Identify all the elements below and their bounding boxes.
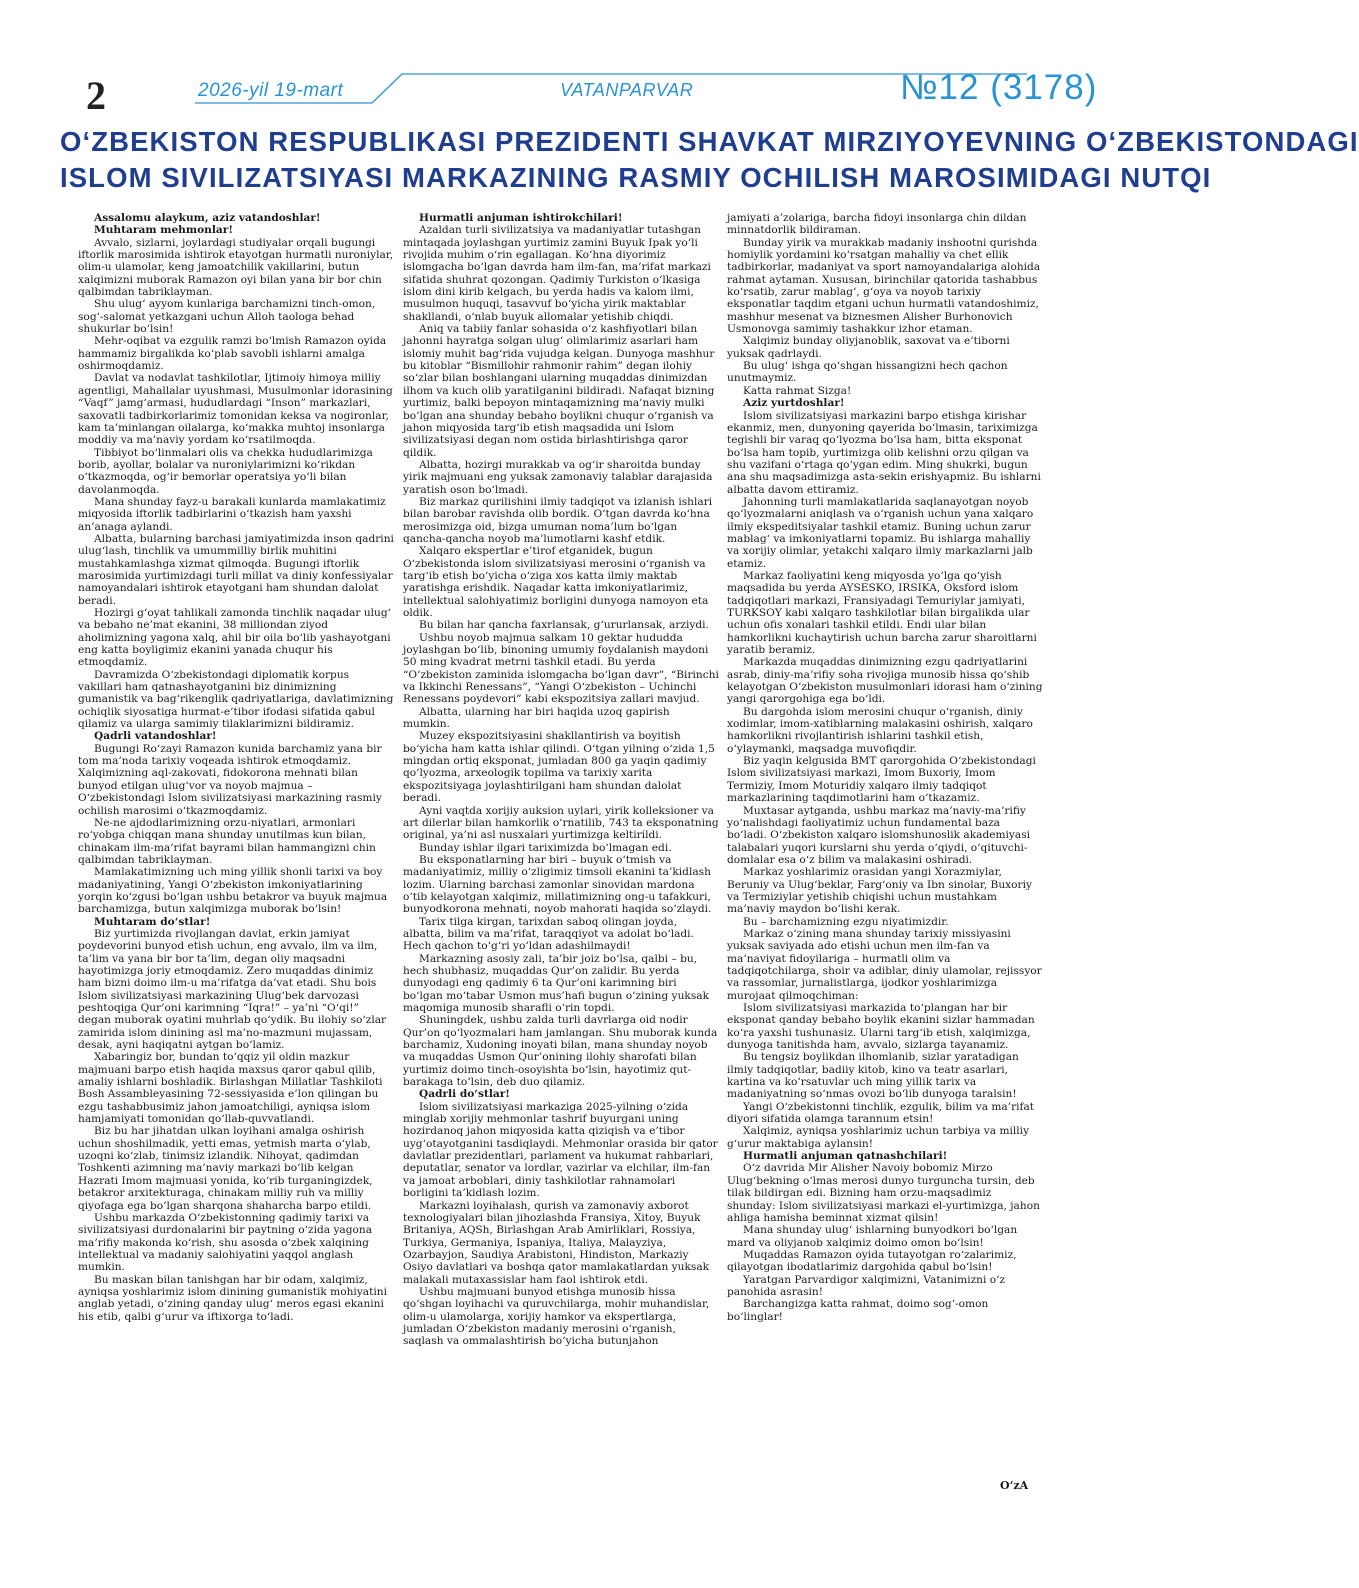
paragraph: Azaldan turli sivilizatsiya va madaniyatlar tutashgan mintaqada joylashgan yurtimiz zamini Buyuk Ipak yo‘li rivojida muhim o‘rin egallagan. Ko‘hna diyorimiz islomgacha bo‘lgan davrda ham ilm-fan, ma’rifat markazi sifatida shuhrat qozongan. Qadimiy Turkiston o‘lkasiga islom dini kirib kelgach, bu yerda hadis va kalom ilmi, musulmon huquqi, tasavvuf bo‘yicha yirik maktablar shakllandi, o‘nlab buyuk allomalar yetishib chiqdi.	[403, 224, 711, 323]
paragraph: Shuningdek, ushbu zalda turli davrlarga oid nodir Qur’on qo‘lyozmalari ham jamlangan. Shu muborak kunda barchamiz, Xudoning inoyati bilan, mana shunday noyob va muqaddas Usmon Qur’onining ilohiy sharofati bilan yurtimiz doimo tinch-osoyishta bo‘lsin, hayotimiz qut-barakaga to‘lsin, deb duo qilamiz.	[403, 1014, 718, 1089]
paragraph: Bu bilan har qancha faxrlansak, g‘ururlansak, arziydi.	[419, 619, 709, 632]
paragraph: Tibbiyot bo‘linmalari olis va chekka hududlarimizga borib, ayollar, bolalar va nuroniylarimizni ko‘rikdan o‘tkazmoqda, og‘ir bemorlar operatsiya yo‘li bilan davolanmoqda.	[78, 446, 373, 496]
paragraph: Ayni vaqtda xorijiy auksion uylari, yirik kolleksioner va art dilerlar bilan hamkorlik o‘rnatilib, 743 ta eksponatning original, ya’ni asl nusxalari yurtimizga keltirildi.	[403, 804, 719, 842]
paragraph: Tarix tilga kirgan, tarixdan saboq olingan joyda, albatta, bilim va ma’rifat, taraqqiyot va adolat bo‘ladi. Hech qachon to‘g‘ri yo‘ldan adashilmaydi!	[403, 915, 694, 953]
page-number: 2	[86, 73, 106, 118]
paragraph: Markazda muqaddas dinimizning ezgu qadriyatlarini asrab, diniy-ma’rifiy soha rivojiga munosib hissa qo‘shib kelayotgan O‘zbekiston musulmonlari idorasi ham o‘zining yangi qarorgohiga ega bo‘ldi.	[727, 656, 1043, 706]
paragraph: jamiyati a’zolariga, barcha fidoyi insonlarga chin dildan minnatdorlik bildiraman.	[727, 212, 1027, 237]
section-heading: Aziz yurtdoshlar!	[743, 397, 845, 410]
paragraph: Biz yaqin kelgusida BMT qarorgohida O‘zbekistondagi Islom sivilizatsiyasi markazi, Imom Buxoriy, Imom Termiziy, Imom Moturidiy xalqaro ilmiy tadqiqot markazlarining taqdimotlarini ham o‘tkazamiz.	[727, 755, 1036, 805]
paragraph: Bu eksponatlarning har biri – buyuk o‘tmish va madaniyatimiz, milliy o‘zligimiz timsoli ekanini ta’kidlash lozim. Ularning barchasi zamonlar sinovidan mardona o‘tib kelayotgan xalqimiz, millatimizning ong-u tafakkuri, bunyodkorona mehnati, noyob mahorati haqida so‘zlaydi.	[403, 853, 712, 916]
paragraph: Barchangizga katta rahmat, doimo sog‘-omon bo‘linglar!	[727, 1298, 989, 1323]
newspaper-name: VATANPARVAR	[560, 80, 694, 100]
paragraph: Yangi O‘zbekistonni tinchlik, ezgulik, bilim va ma’rifat diyori sifatida olamga tarannum etsin!	[727, 1100, 1035, 1126]
paragraph: Muqaddas Ramazon oyida tutayotgan ro‘zalarimiz, qilayotgan ibodatlarimiz dargohida qabul bo‘lsin!	[727, 1248, 1017, 1274]
paragraph: Davramizda O‘zbekistondagi diplomatik korpus vakillari ham qatnashayotganini biz dinimizning gumanistik va bag‘rikenglik qadriyatlariga, davlatimizning ochiqlik siyosatiga hurmat-e’tibor ifodasi sifatida qabul qilamiz va ularga samimiy tilaklarimizni bildiramiz.	[78, 668, 394, 731]
paragraph: Albatta, ularning har biri haqida uzoq gapirish mumkin.	[403, 705, 670, 731]
article-column-3	[727, 212, 1043, 1323]
paragraph: Ushbu markazda O‘zbekistonning qadimiy tarixi va sivilizatsiyasi durdonalarini bir paytning o‘zida yagona ma’rifiy makonda ko‘rish, shu asosda o‘zbek xalqining intellektual va madaniy salohiyatini yaqqol anglash mumkin.	[78, 1211, 373, 1274]
paragraph: Bu maskan bilan tanishgan har bir odam, xalqimiz, ayniqsa yoshlarimiz islom dinining gumanistik mohiyatini anglab yetadi, o‘zining qanday ulug‘ meros egasi ekanini his etib, qalbi g‘urur va iftixorga to‘ladi.	[78, 1273, 387, 1323]
paragraph: Bu dargohda islom merosini chuqur o‘rganish, diniy xodimlar, imom-xatiblarning malakasini oshirish, xalqaro hamkorlikni rivojlantirish ishlarini tashkil etish, o‘ylaymanki, maqsadga muvofiqdir.	[727, 705, 1033, 755]
issue-date: 2026-yil 19-mart	[198, 80, 344, 101]
paragraph: Markazning asosiy zali, ta’bir joiz bo‘lsa, qalbi – bu, hech shubhasiz, muqaddas Qur’on zalidir. Bu yerda dunyodagi eng qadimiy 6 ta Qur’oni karimning biri bo‘lgan mo‘tabar Usmon mus’hafi bugun o‘zining yuksak maqomiga munosib sharafli o‘rin topdi.	[403, 952, 710, 1014]
paragraph: Shu ulug‘ ayyom kunlariga barchamizni tinch-omon, sog‘-salomat yetkazgani uchun Alloh taologa behad shukurlar bo‘lsin!	[78, 298, 376, 336]
paragraph: Islom sivilizatsiyasi markazida to‘plangan har bir eksponat qanday bebaho boylik ekanini sizlar hammadan ko‘ra yaxshi tushunasiz. Ularni targ‘ib etish, xalqimizga, dunyoga tanitishda ham, avvalo, sizlarga tayanamiz.	[727, 1002, 1035, 1052]
paragraph: Xalqimiz, ayniqsa yoshlarimiz uchun tarbiya va milliy g‘urur maktabiga aylansin!	[727, 1125, 1030, 1150]
article-title-line-1: O‘ZBEKISTON RESPUBLIKASI PREZIDENTI SHAVKAT MIRZIYOYEVNING O‘ZBEKISTONDAGI	[60, 126, 1359, 157]
paragraph: Islom sivilizatsiyasi markaziga 2025-yilning o‘zida minglab xorijiy mehmonlar tashrif buyurgani uning hozirdanoq jahon miqyosida katta qiziqish va e’tibor uyg‘otayotganini tasdiqlaydi. Mehmonlar orasida bir qator davlatlar prezidentlari, parlament va hukumat rahbarlari, deputatlar, senator va lordlar, vazirlar va elchilar, ilm-fan va jamoat arboblari, diniy tashkilotlar rahnamolari borligini ta’kidlash lozim.	[403, 1100, 718, 1200]
paragraph: Markaz o‘zining mana shunday tarixiy missiyasini yuksak saviyada ado etishi uchun men ilm-fan va ma’naviyat fidoyilariga – hurmatli olim va tadqiqotchilarga, shoir va adiblar, diniy ulamolar, rejissyor va rassomlar, jurnalistlarga, ijodkor yoshlarimizga murojaat qilmoqchiman:	[727, 927, 1042, 1002]
paragraph: Biz yurtimizda rivojlangan davlat, erkin jamiyat poydevorini bunyod etish uchun, eng avvalo, ilm va ilm, ta’lim va yana bir bor ta’lim, degan oliy maqsadni hayotimizga joriy etmoqdamiz. Zero muqaddas dinimiz ham bizni doimo ilm-u ma’rifatga da’vat etadi. Shu bois Islom sivilizatsiyasi markazining Ulug‘bek darvozasi peshtoqiga Qur’oni karimning “Iqra!” – ya’ni “O‘qi!” degan muborak oyatini muhrlab qo‘ydik. Bu ilohiy so‘zlar zamirida islom dinining asl ma’no-mazmuni mujassam, desak, ayni haqiqatni aytgan bo‘lamiz.	[78, 927, 387, 1052]
paragraph: Jahonning turli mamlakatlarida saqlanayotgan noyob qo‘lyozmalarni aniqlash va o‘rganish uchun yana xalqaro ilmiy ekspeditsiyalar tashkil etamiz. Buning uchun zarur mablag‘ va imkoniyatlarni topamiz. Bu ishlarga mahalliy va xorijiy olimlar, yetakchi xalqaro ilmiy markazlarni jalb etamiz.	[727, 495, 1034, 570]
article-title-line-2: ISLOM SIVILIZATSIYASI MARKAZINING RASMIY OCHILISH MAROSIMIDAGI NUTQI	[60, 162, 1212, 193]
article-column-1	[78, 212, 394, 1323]
paragraph: Davlat va nodavlat tashkilotlar, Ijtimoiy himoya milliy agentligi, Mahallalar uyushmasi, Musulmonlar idorasining “Vaqf” jamg‘armasi, hududlardagi “Inson” markazlari, saxovatli tadbirkorlarimiz tomonidan keksa va nogironlar, kam ta’minlangan oilalarga, ko‘makka muhtoj insonlarga moddiy va ma’naviy yordam ko‘rsatilmoqda.	[78, 372, 393, 447]
section-heading: Muhtaram do‘stlar!	[94, 915, 211, 928]
paragraph: Xalqimiz bunday oliyjanoblik, saxovat va e’tiborni yuksak qadrlaydi.	[727, 335, 1010, 360]
paragraph: Mehr-oqibat va ezgulik ramzi bo‘lmish Ramazon oyida hammamiz birgalikda ko‘plab savobli ishlarni amalga oshirmoqdamiz.	[78, 335, 387, 373]
paragraph: Bu tengsiz boylikdan ilhomlanib, sizlar yaratadigan ilmiy tadqiqotlar, badiiy kitob, kino va teatr asarlari, kartina va ko‘rsatuvlar uch ming yillik tarix va madaniyatning so‘nmas ovozi bo‘lib dunyoga taralsin!	[727, 1051, 1019, 1101]
source-credit: O‘zA	[1000, 1479, 1029, 1492]
paragraph: Ushbu noyob majmua salkam 10 gektar hududda joylashgan bo‘lib, binoning umumiy foydalanish maydoni 50 ming kvadrat metrni tashkil etadi. Bu yerda “O‘zbekiston zaminida islomgacha bo‘lgan davr”, “Birinchi va Ikkinchi Renessans”, “Yangi O‘zbekiston – Uchinchi Renessans poydevori” kabi ekspozitsiya zallari mavjud.	[403, 631, 719, 706]
paragraph: Aniq va tabiiy fanlar sohasida o‘z kashfiyotlari bilan jahonni hayratga solgan ulug‘ olimlarimiz asarlari ham islomiy muhit bag‘rida vujudga kelgan. Dunyoga mashhur bu kitoblar “Bismillohir rahmonir rahim” degan ilohiy so‘zlar bilan boshlangani ularning muqaddas dinimizdan ilhom va kuch olib yaratilganini bildiradi. Nafaqat bizning yurtimiz, balki bepoyon mintaqamizning ma’naviy mulki bo‘lgan ana shunday bebaho boylikni chuqur o‘rganish va jahon miqyosida targ‘ib etish maqsadida uni Islom sivilizatsiyasi degan nom ostida birlashtirishga qaror qildik.	[403, 323, 715, 459]
paragraph: Markaz faoliyatini keng miqyosda yo‘lga qo‘yish maqsadida bu yerda AYSESKO, IRSIKA, Oksford islom tadqiqotlari markazi, Fransiyadagi Temuriylar jamiyati, TURKSOY kabi xalqaro tashkilotlar bilan birgalikda ular uchun ofis xonalari tashkil etildi. Endi ular bilan hamkorlikni kuchaytirish uchun barcha zarur sharoitlarni yaratib beramiz.	[727, 569, 1037, 657]
paragraph: Muzey ekspozitsiyasini shakllantirish va boyitish bo‘yicha ham katta ishlar qilindi. O‘tgan yilning o‘zida 1,5 mingdan ortiq eksponat, jumladan 800 ga yaqin qadimiy qo‘lyozma, arxeologik topilma va tarixiy xarita ekspozitsiyaga joylashtirilgani ham shundan dalolat beradi.	[403, 730, 715, 805]
article-title	[60, 124, 1359, 196]
paragraph: Biz bu har jihatdan ulkan loyihani amalga oshirish uchun shoshilmadik, yetti emas, yetmish marta o‘ylab, uzoqni ko‘zlab, tinimsiz izlandik. Nihoyat, qadimdan Toshkenti azimning ma’naviy markazi bo‘lib kelgan Hazrati Imom majmuasi yonida, ko‘rib turganingizdek, betakror arxitekturaga, chinakam milliy ruh va milliy qiyofaga ega bo‘lgan sharqona shaharcha barpo etildi.	[78, 1125, 373, 1212]
paragraph: Katta rahmat Sizga!	[743, 384, 852, 397]
paragraph: Hozirgi g‘oyat tahlikali zamonda tinchlik naqadar ulug‘ va bebaho ne’mat ekanini, 38 milliondan ziyod aholimizning yagona xalq, ahil bir oila bo‘lib yashayotgani eng katta boyligimiz ekanini yanada chuqur his etmoqdamiz.	[78, 607, 392, 669]
paragraph: Xabaringiz bor, bundan to‘qqiz yil oldin mazkur majmuani barpo etish haqida maxsus qaror qabul qilib, amaliy ishlarni boshladik. Birlashgan Millatlar Tashkiloti Bosh Assambleyasining 72-sessiyasida e’lon qilingan bu ezgu tashabbusimiz jahon jamoatchiligi, ayniqsa islom hamjamiyati tomonidan qo‘llab-quvvatlandi.	[78, 1051, 383, 1126]
paragraph: Ushbu majmuani bunyod etishga munosib hissa qo‘shgan loyihachi va quruvchilarga, mohir muhandislar, olim-u ulamolarga, xorijiy hamkor va ekspertlarga, jumladan O‘zbekiston madaniy merosini o‘rganish, saqlash va ommalashtirish bo‘yicha butunjahon	[403, 1285, 710, 1348]
paragraph: Bunday yirik va murakkab madaniy inshootni qurishda homiylik yordamini ko‘rsatgan mahalliy va chet ellik tadbirkorlar, madaniyat va sport namoyandalariga alohida rahmat aytaman. Xususan, birinchilar qatorida tashabbus ko‘rsatib, zarur mablag‘, g‘oya va noyob tarixiy eksponatlar taqdim etgani uchun hurmatli vatandoshimiz, mashhur mesenat va biznesmen Alisher Burhonovich Usmonovga samimiy tashakkur izhor etaman.	[727, 236, 1041, 336]
section-heading: Qadrli do‘stlar!	[419, 1088, 510, 1101]
paragraph: Albatta, bularning barchasi jamiyatimizda inson qadrini ulug‘lash, tinchlik va umummilliy birlik muhitini mustahkamlashga xizmat qilmoqda. Bugungi iftorlik marosimida yurtimizdagi turli millat va diniy konfessiyalar namoyandalari ishtirok etayotgani ham shundan dalolat beradi.	[78, 532, 394, 607]
paragraph: Xalqaro ekspertlar e’tirof etganidek, bugun O‘zbekistonda islom sivilizatsiyasi merosini o‘rganish va targ‘ib etish bo‘yicha o‘ziga xos katta ilmiy maktab yaratishga erishdik. Naqadar katta imkoniyatlarimiz, intellektual salohiyatimiz borligini dunyoga namoyon eta oldik.	[403, 545, 709, 619]
paragraph: Bugungi Ro‘zayi Ramazon kunida barchamiz yana bir tom ma’noda tarixiy voqeada ishtirok etmoqdamiz. Xalqimizning aql-zakovati, fidokorona mehnati bilan bunyod etilgan ulug‘vor va noyob majmua – O‘zbekistondagi Islom sivilizatsiyasi markazining rasmiy ochilish marosimi o‘tkazmoqdamiz.	[78, 742, 382, 817]
paragraph: Bunday ishlar ilgari tariximizda bo‘lmagan edi.	[419, 841, 672, 854]
paragraph: Avvalo, sizlarni, joylardagi studiyalar orqali bugungi iftorlik marosimida ishtirok etayotgan hurmatli nuroniylar, olim-u ulamolar, keng jamoatchilik vakillarini, butun xalqimizni muborak Ramazon oyi bilan yana bir bor chin qalbimdan tabriklayman.	[78, 236, 394, 299]
paragraph: Islom sivilizatsiyasi markazini barpo etishga kirishar ekanmiz, men, dunyoning qayerida bo‘lmasin, tariximizga tegishli bir varaq qo‘lyozma bo‘lsa ham, bitta eksponat bo‘lsa ham topib, yurtimizga olib kelishni orzu qilgan va shu vazifani o‘rtaga qo‘ygan edim. Ming shukrki, bugun ana shu maqsadimizga asta-sekin erishyapmiz. Bu ishlarni albatta davom ettiramiz.	[727, 409, 1041, 496]
paragraph: Markazni loyihalash, qurish va zamonaviy axborot texnologiyalari bilan jihozlashda Fransiya, Xitoy, Buyuk Britaniya, AQSh, Birlashgan Arab Amirliklari, Rossiya, Turkiya, Germaniya, Ispaniya, Italiya, Malayziya, Ozarbayjon, Saudiya Arabistoni, Hindiston, Markaziy Osiyo davlatlari va boshqa qator mamlakatlardan yuksak malakali mutaxassislar ham faol ishtirok etdi.	[403, 1199, 710, 1286]
article-column-2	[403, 212, 719, 1348]
section-heading: Muhtaram mehmonlar!	[94, 224, 233, 237]
section-heading: Hurmatli anjuman qatnashchilari!	[743, 1150, 948, 1163]
section-heading: Qadrli vatandoshlar!	[94, 730, 217, 743]
paragraph: Muxtasar aytganda, ushbu markaz ma’naviy-ma’rifiy yo‘nalishdagi faoliyatimiz uchun fundamental baza bo‘ladi. O‘zbekiston xalqaro islomshunoslik akademiyasi talabalari yuqori kurslarni shu yerda o‘qiydi, o‘qituvchi-domlalar esa o‘z bilim va malakasini oshiradi.	[727, 804, 1031, 866]
paragraph: Markaz yoshlarimiz orasidan yangi Xorazmiylar, Beruniy va Ulug‘beklar, Farg‘oniy va Ibn sinolar, Buxoriy va Termiziylar yetishib chiqishi uchun mustahkam ma’naviy maydon bo‘lishi kerak.	[727, 866, 1032, 916]
paragraph: Bu – barchamizning ezgu niyatimizdir.	[743, 915, 949, 928]
paragraph: Albatta, hozirgi murakkab va og‘ir sharoitda bunday yirik majmuani eng yuksak zamonaviy talablar darajasida yaratish oson bo‘lmadi.	[403, 458, 713, 496]
issue-number: №12 (3178)	[900, 68, 1098, 107]
paragraph: Biz markaz qurilishini ilmiy tadqiqot va izlanish ishlari bilan barobar ravishda olib bordik. O‘tgan davrda ko‘hna merosimizga oid, bizga umuman noma’lum bo‘lgan qancha-qancha noyob ma’lumotlarni kashf etdik.	[403, 495, 713, 545]
paragraph: O‘z davrida Mir Alisher Navoiy bobomiz Mirzo Ulug‘bekning o‘lmas merosi dunyo turguncha tursin, deb tilak bildirgan edi. Bizning ham orzu-maqsadimiz shunday: Islom sivilizatsiyasi markazi el-yurtimizga, jahon ahliga hamisha beminnat xizmat qilsin!	[727, 1162, 1040, 1224]
section-heading: Assalomu alaykum, aziz vatandoshlar!	[94, 212, 321, 224]
paragraph: Yaratgan Parvardigor xalqimizni, Vatanimizni o‘z panohida asrasin!	[727, 1273, 1006, 1298]
section-heading: Hurmatli anjuman ishtirokchilari!	[419, 212, 623, 224]
paragraph: Bu ulug‘ ishga qo‘shgan hissangizni hech qachon unutmaymiz.	[727, 360, 1008, 385]
paragraph: Mana shunday fayz-u barakali kunlarda mamlakatimiz miqyosida iftorlik tadbirlarini o‘tkazish ham yaxshi an’anaga aylandi.	[78, 495, 386, 533]
page-header	[0, 0, 1123, 120]
paragraph: Mana shunday ulug‘ ishlarning bunyodkori bo‘lgan mard va oliyjanob xalqimiz doimo omon bo‘lsin!	[727, 1224, 1018, 1249]
paragraph: Ne-ne ajdodlarimizning orzu-niyatlari, armonlari ro‘yobga chiqqan mana shunday unutilmas kun bilan, chinakam ilm-ma’rifat bayrami bilan hammangizni chin qalbimdan tabriklayman.	[78, 816, 376, 866]
paragraph: Mamlakatimizning uch ming yillik shonli tarixi va boy madaniyatining, Yangi O‘zbekiston imkoniyatlarining yorqin ko‘zgusi bo‘lgan ushbu betakror va buyuk majmua barchamizga, butun xalqimizga muborak bo‘lsin!	[78, 866, 388, 916]
